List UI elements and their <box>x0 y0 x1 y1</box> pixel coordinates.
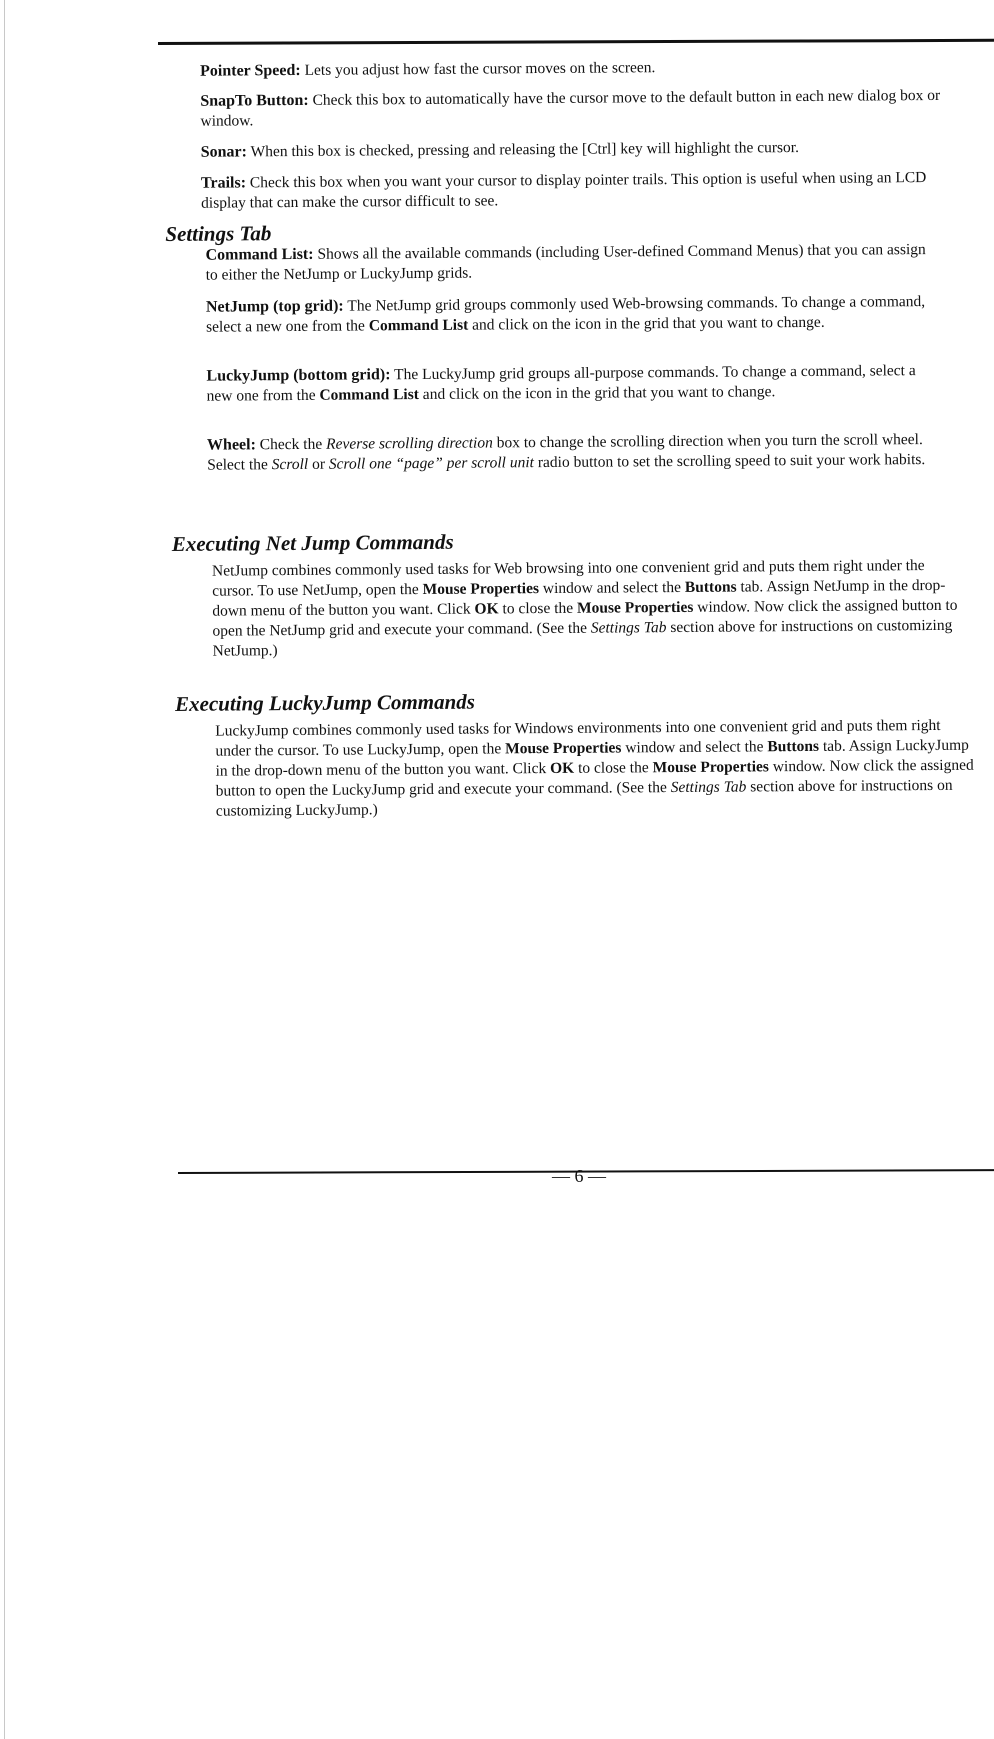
lucky-jump-mouse-properties-ref: Mouse Properties <box>504 739 622 758</box>
net-jump-text-1: NetJump combines commonly used tasks for Web browsing into one convenient grid and puts them right under the cursor. To use NetJump, open the <box>211 557 925 600</box>
netjump-grid-entry <box>206 292 942 338</box>
net-jump-text-3: tab. Assign NetJump in the drop-down menu of the button you want. Click <box>212 576 946 620</box>
page-number: — 6 — <box>552 1166 606 1186</box>
luckyjump-command-list-ref: Command List <box>319 386 419 404</box>
net-jump-text-4: to close the <box>502 599 574 618</box>
luckyjump-grid-term: LuckyJump (bottom grid): <box>206 366 391 385</box>
snapto-term: SnapTo Button: <box>200 91 309 110</box>
sonar-term: Sonar: <box>200 143 248 161</box>
net-jump-ok-ref: OK <box>474 600 499 618</box>
command-list-term: Command List: <box>205 245 314 264</box>
lucky-jump-mouse-properties-ref-2: Mouse Properties <box>652 758 769 777</box>
settings-tab-heading: Settings Tab <box>165 221 272 247</box>
lucky-jump-paragraph <box>215 716 976 822</box>
scroll-ref: Scroll <box>271 455 309 474</box>
trails-term: Trails: <box>200 174 247 192</box>
net-jump-paragraph <box>212 556 961 662</box>
sonar-text: When this box is checked, pressing and releasing the [Ctrl] key will highlight the cursor. <box>250 139 800 161</box>
net-jump-mouse-properties-ref-2: Mouse Properties <box>576 598 694 617</box>
lucky-jump-buttons-ref: Buttons <box>767 737 820 756</box>
lucky-jump-settings-tab-ref: Settings Tab <box>670 778 747 797</box>
netjump-grid-term: NetJump (top grid): <box>205 297 344 316</box>
lucky-jump-text-3: tab. Assign LuckyJump in the drop-down menu of the button you want. Click <box>215 736 969 780</box>
command-list-entry <box>205 240 941 286</box>
netjump-grid-text-c: and click on the icon in the grid that you want to change. <box>472 313 825 334</box>
luckyjump-grid-text-c: and click on the icon in the grid that you want to change. <box>422 383 776 403</box>
netjump-command-list-ref: Command List <box>368 316 469 335</box>
lucky-jump-heading: Executing LuckyJump Commands <box>174 689 476 716</box>
lucky-jump-text-5: window. Now click the assigned button to open the LuckyJump grid and execute your command. (See the <box>215 756 974 800</box>
pointer-speed-term: Pointer Speed: <box>200 61 301 80</box>
net-jump-text-5: window. Now click the assigned button to open the NetJump grid and execute your command. (See the <box>212 596 958 640</box>
pointer-speed-entry <box>200 56 940 82</box>
reverse-scrolling-ref: Reverse scrolling direction <box>326 434 493 453</box>
pointer-speed-text: Lets you adjust how fast the cursor moves on the screen. <box>304 59 656 79</box>
scroll-page-ref: Scroll one “page” per scroll unit <box>328 454 535 473</box>
net-jump-text-2: window and select the <box>542 578 682 598</box>
trails-text: Check this box when you want your cursor to display pointer trails. This option is useful when using an LCD display that can make the cursor difficult to see. <box>201 169 927 212</box>
trails-entry <box>201 168 941 214</box>
wheel-text-a: Check the <box>259 435 323 454</box>
net-jump-text-6: section above for instructions on customizing NetJump.) <box>212 616 953 660</box>
command-list-text: Shows all the available commands (including User-defined Command Menus) that you can assign to either the NetJump or LuckyJump grids. <box>205 241 926 284</box>
net-jump-mouse-properties-ref: Mouse Properties <box>422 580 540 598</box>
luckyjump-grid-text-a: The LuckyJump grid groups all-purpose commands. To change a command, select a new one from the <box>206 362 916 405</box>
net-jump-buttons-ref: Buttons <box>684 578 737 596</box>
netjump-grid-text-a: The NetJump grid groups commonly used Web-browsing commands. To change a command, select a new one from the <box>206 293 926 336</box>
lucky-jump-text-1: LuckyJump combines commonly used tasks for Windows environments into one convenient grid and puts them right under the cursor. To use LuckyJump, open the <box>215 716 941 760</box>
lucky-jump-text-2: window and select the <box>625 738 764 757</box>
lucky-jump-text-4: to close the <box>578 759 649 777</box>
net-jump-heading: Executing Net Jump Commands <box>171 529 454 556</box>
lucky-jump-text-6: section above for instructions on customizing LuckyJump.) <box>215 776 953 820</box>
wheel-text-e: or <box>312 455 326 473</box>
net-jump-settings-tab-ref: Settings Tab <box>590 619 667 637</box>
luckyjump-grid-entry <box>206 361 942 407</box>
wheel-entry <box>207 430 947 476</box>
snapto-text: Check this box to automatically have the cursor move to the default button in each new dialog box or window. <box>200 86 941 130</box>
wheel-text-g: radio button to set the scrolling speed to suit your work habits. <box>537 451 926 472</box>
snapto-entry <box>200 86 940 132</box>
lucky-jump-ok-ref: OK <box>550 759 575 777</box>
sonar-entry <box>201 137 941 163</box>
wheel-text-c: box to change the scrolling direction when you turn the scroll wheel. Select the <box>207 431 923 474</box>
wheel-term: Wheel: <box>206 436 256 454</box>
